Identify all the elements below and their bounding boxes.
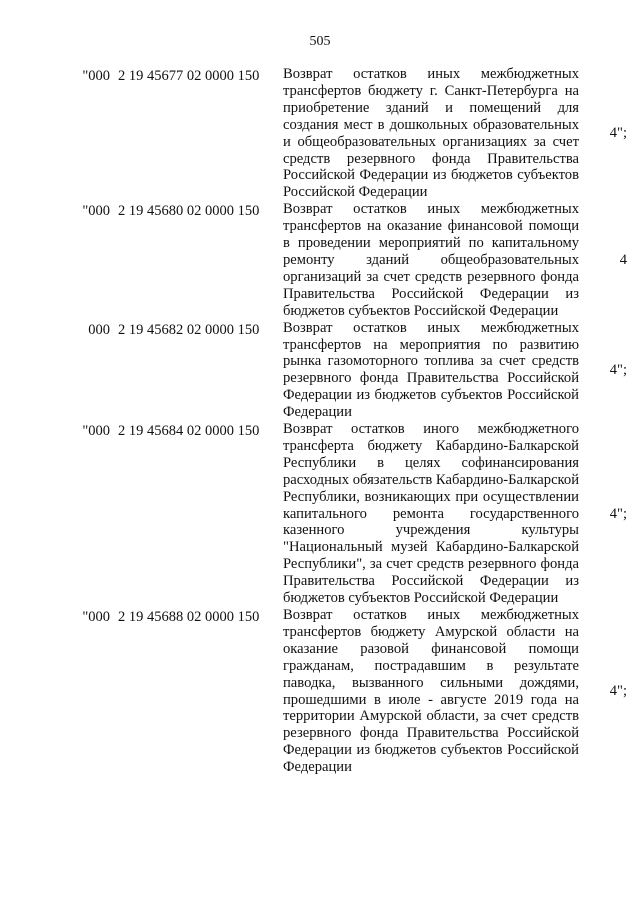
budget-classification-code: 2 19 45684 02 0000 150 [118, 423, 260, 440]
revenue-description: Возврат остатков иных межбюджетных трансфертов бюджету Амурской области на оказание разовой финансовой помощи гражданам, пострадавшим в результате паводка, вызванного сильными дождями, прошедшими в июле - августе 2019 года на территории Амурской области, за счет средств резервного фонда Правительства Российской Федерации из бюджетов субъектов Российской Федерации [283, 607, 579, 776]
standard-value: 4"; [609, 361, 627, 378]
table-row [0, 201, 640, 319]
budget-classification-code: 2 19 45680 02 0000 150 [118, 203, 260, 220]
table-row [0, 607, 640, 776]
revenue-description: Возврат остатков иных межбюджетных трансфертов на оказание финансовой помощи в проведении мероприятий по капитальному ремонту зданий общеобразовательных организаций за счет средств резервного фонда Правительства Российской Федерации из бюджетов субъектов Российской Федерации [283, 201, 579, 319]
standard-value: 4 [619, 251, 627, 268]
administrator-code: "000 [82, 609, 110, 625]
budget-classification-code: 2 19 45688 02 0000 150 [118, 609, 260, 625]
administrator-code: 000 [88, 321, 110, 338]
administrator-code: "000 [82, 203, 110, 220]
standard-value: 4"; [609, 505, 627, 522]
table-row [0, 421, 640, 607]
budget-classification-code: 2 19 45682 02 0000 150 [118, 321, 260, 338]
table-row [0, 66, 640, 201]
administrator-code: "000 [82, 68, 110, 84]
administrator-code: "000 [82, 423, 110, 440]
budget-code-table [0, 66, 640, 776]
budget-classification-code: 2 19 45677 02 0000 150 [118, 68, 260, 84]
revenue-description: Возврат остатков иного межбюджетного трансферта бюджету Кабардино-Балкарской Республики в целях софинансирования расходных обязательств Кабардино-Балкарской Республики, возникающих при осуществлении капитального ремонта государственного казенного учреждения культуры "Национальный музей Кабардино-Балкарской Республики", за счет средств резервного фонда Правительства Российской Федерации из бюджетов субъектов Российской Федерации [283, 421, 579, 607]
standard-value: 4"; [609, 683, 627, 700]
page-number: 505 [309, 34, 331, 49]
standard-value: 4"; [609, 125, 627, 142]
table-row [0, 320, 640, 421]
revenue-description: Возврат остатков иных межбюджетных трансфертов на мероприятия по развитию рынка газомоторного топлива за счет средств резервного фонда Правительства Российской Федерации из бюджетов субъектов Российской Федерации [283, 319, 579, 421]
revenue-description: Возврат остатков иных межбюджетных трансфертов бюджету г. Санкт-Петербурга на приобретение зданий и помещений для создания мест в дошкольных образовательных и общеобразовательных организациях за счет средств резервного фонда Правительства Российской Федерации из бюджетов субъектов Российской Федерации [283, 66, 579, 201]
